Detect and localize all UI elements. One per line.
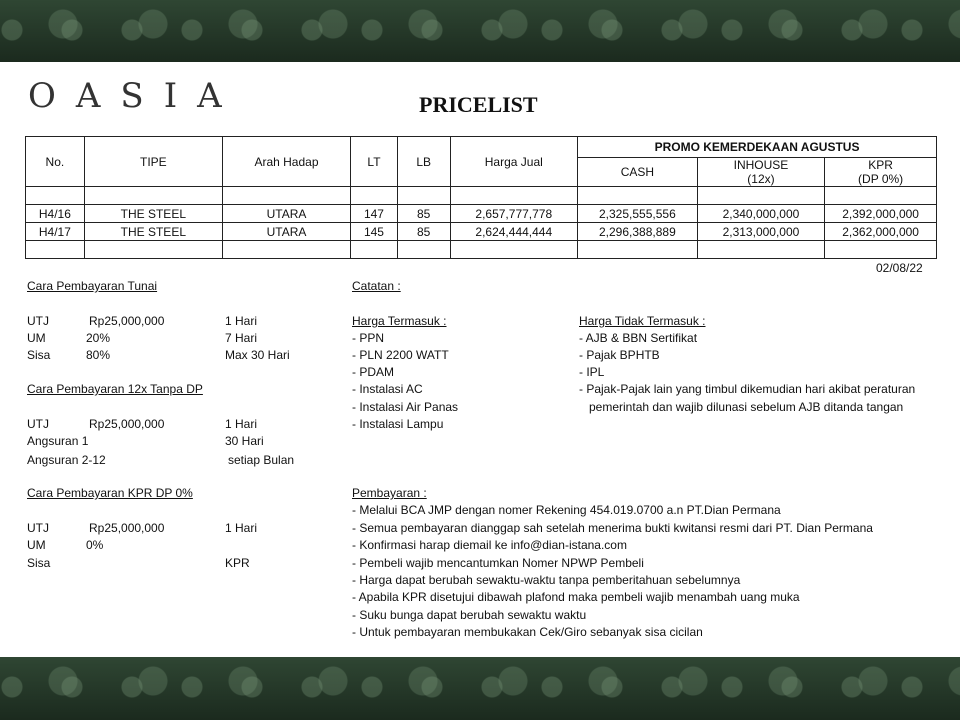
tunai-value: Rp25,000,000: [89, 314, 165, 328]
cell-inhouse: 2,340,000,000: [697, 205, 825, 223]
cell-kpr: 2,392,000,000: [825, 205, 937, 223]
cell-cash: 2,296,388,889: [578, 223, 698, 241]
cell-lt: 147: [351, 205, 398, 223]
termasuk-item: - PPN: [352, 331, 385, 345]
price-table: [25, 136, 937, 259]
cell-harga: 2,624,444,444: [450, 223, 578, 241]
kpr-term: KPR: [225, 556, 250, 570]
termasuk-item: - PDAM: [352, 365, 394, 379]
cell-arah: UTARA: [222, 223, 350, 241]
tidak-termasuk-item: - Pajak-Pajak lain yang timbul dikemudian hari akibat peraturan: [579, 382, 916, 396]
decorative-bottom-band: [0, 657, 960, 720]
kpr-label: UM: [27, 538, 46, 552]
header-arah-hadap: Arah Hadap: [222, 137, 350, 187]
table-row: [26, 223, 937, 241]
pricelist-sheet: [0, 62, 960, 657]
kpr-value: 0%: [86, 538, 104, 552]
pembayaran-heading: Pembayaran :: [352, 486, 427, 500]
header-inhouse-line2: (12x): [747, 172, 775, 186]
kpr-label: UTJ: [27, 521, 49, 535]
tidak-termasuk-item: pemerintah dan wajib dilunasi sebelum AJB ditanda tangan: [579, 400, 904, 414]
oasia-logo: OASIA: [28, 76, 242, 116]
header-tipe: TIPE: [84, 137, 222, 187]
tidak-termasuk-item: - Pajak BPHTB: [579, 348, 660, 362]
cicilan-term: 30 Hari: [225, 434, 264, 448]
table-row-empty: [26, 241, 937, 259]
header-lt: LT: [351, 137, 398, 187]
cell-tipe: THE STEEL: [84, 205, 222, 223]
cell-no: H4/17: [26, 223, 85, 241]
decorative-top-band: [0, 0, 960, 62]
cell-arah: UTARA: [222, 205, 350, 223]
termasuk-item: - PLN 2200 WATT: [352, 348, 449, 362]
cell-cash: 2,325,555,556: [578, 205, 698, 223]
cicilan-term: 1 Hari: [225, 417, 258, 431]
cicilan-label: UTJ: [27, 417, 49, 431]
catatan-heading: Catatan :: [352, 279, 401, 293]
cicilan-label: Angsuran 1: [27, 434, 89, 448]
pembayaran-item: - Konfirmasi harap diemail ke info@dian-istana.com: [352, 538, 627, 552]
tunai-label: Sisa: [27, 348, 51, 362]
pembayaran-item: - Untuk pembayaran membukakan Cek/Giro sebanyak sisa cicilan: [352, 625, 703, 639]
cell-lb: 85: [397, 205, 450, 223]
cell-lb: 85: [397, 223, 450, 241]
termasuk-item: - Instalasi Air Panas: [352, 400, 459, 414]
pembayaran-item: - Melalui BCA JMP dengan nomer Rekening 454.019.0700 a.n PT.Dian Permana: [352, 503, 781, 517]
tunai-value: 20%: [86, 331, 111, 345]
header-kpr-line1: KPR: [868, 158, 893, 172]
tidak-termasuk-item: - AJB & BBN Sertifikat: [579, 331, 698, 345]
pembayaran-item: - Harga dapat berubah sewaktu-waktu tanpa pemberitahuan sebelumnya: [352, 573, 741, 587]
cell-kpr: 2,362,000,000: [825, 223, 937, 241]
table-row-empty: [26, 187, 937, 205]
tunai-term: Max 30 Hari: [225, 348, 290, 362]
tunai-heading: Cara Pembayaran Tunai: [27, 279, 158, 293]
page-title: PRICELIST: [419, 92, 538, 117]
table-row: [26, 205, 937, 223]
termasuk-item: - Instalasi AC: [352, 382, 423, 396]
cell-no: H4/16: [26, 205, 85, 223]
cicilan-label: Angsuran 2-12: [27, 453, 106, 467]
tunai-term: 1 Hari: [225, 314, 258, 328]
cell-tipe: THE STEEL: [84, 223, 222, 241]
header-kpr-line2: (DP 0%): [858, 172, 904, 186]
cicilan-value: Rp25,000,000: [89, 417, 165, 431]
cell-inhouse: 2,313,000,000: [697, 223, 825, 241]
kpr-value: Rp25,000,000: [89, 521, 165, 535]
date-label: 02/08/22: [876, 261, 923, 275]
pembayaran-item: - Suku bunga dapat berubah sewaktu waktu: [352, 608, 587, 622]
pembayaran-item: - Apabila KPR disetujui dibawah plafond maka pembeli wajib menambah uang muka: [352, 590, 800, 604]
header-inhouse-line1: INHOUSE: [733, 158, 789, 172]
header-no: No.: [26, 137, 85, 187]
header-kpr: [825, 158, 937, 187]
harga-termasuk-heading: Harga Termasuk :: [352, 314, 447, 328]
header-lb: LB: [397, 137, 450, 187]
cicilan-heading: Cara Pembayaran 12x Tanpa DP: [27, 382, 203, 396]
tunai-term: 7 Hari: [225, 331, 258, 345]
cell-harga: 2,657,777,778: [450, 205, 578, 223]
tunai-value: 80%: [86, 348, 111, 362]
tidak-termasuk-item: - IPL: [579, 365, 605, 379]
pembayaran-item: - Pembeli wajib mencantumkan Nomer NPWP Pembeli: [352, 556, 644, 570]
harga-tidak-termasuk-heading: Harga Tidak Termasuk :: [579, 314, 706, 328]
kpr-term: 1 Hari: [225, 521, 258, 535]
header-inhouse: [697, 158, 825, 187]
cell-lt: 145: [351, 223, 398, 241]
tunai-label: UTJ: [27, 314, 49, 328]
header-harga-jual: Harga Jual: [450, 137, 578, 187]
cicilan-term: setiap Bulan: [228, 453, 295, 467]
header-promo: PROMO KEMERDEKAAN AGUSTUS: [578, 137, 937, 158]
kpr-heading: Cara Pembayaran KPR DP 0%: [27, 486, 193, 500]
tunai-label: UM: [27, 331, 46, 345]
header-cash: CASH: [578, 158, 698, 187]
kpr-label: Sisa: [27, 556, 51, 570]
termasuk-item: - Instalasi Lampu: [352, 417, 444, 431]
pembayaran-item: - Semua pembayaran dianggap sah setelah menerima bukti kwitansi resmi dari PT. Dian Permana: [352, 521, 873, 535]
